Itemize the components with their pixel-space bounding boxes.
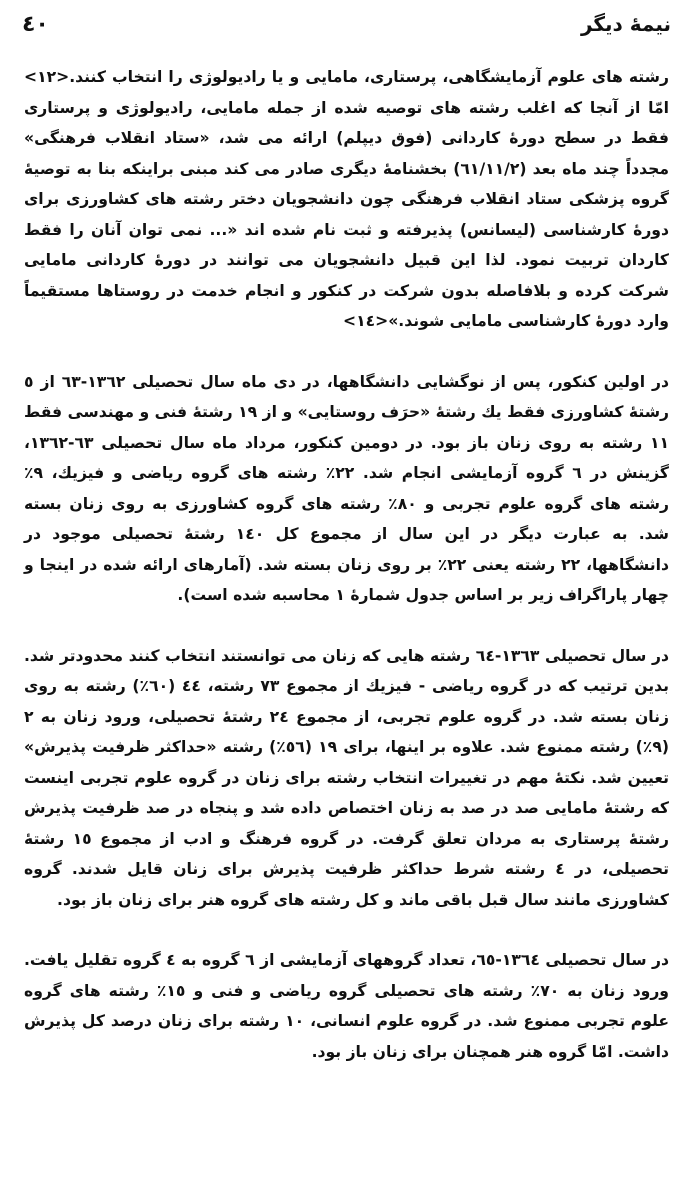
paragraph-2: در اولین کنکور، پس از نوگشایی دانشگاهها، در دی ماه سال تحصیلی ١٣٦٢-٦٣ از ٥ رشتهٔ کشاورزی فقط یك رشتهٔ «حرَف روستایی» و از ١٩ رشتهٔ فنی و مهندسی فقط ١١ رشته به روی زنان باز بود. در دومین کنکور، مرداد ماه سال تحصیلی ٦٣-١٣٦٢، گزینش در ٦ گروه آزمایشی انجام شد. ٢٢٪ رشته های گروه ریاضی و فیزیك، ٩٪ رشته های گروه علوم تجربی و ٨٠٪ رشته های گروه کشاورزی به روی زنان بسته شد. به عبارت دیگر در این سال از مجموع کل ١٤٠ رشتهٔ تحصیلی موجود در دانشگاهها، ٢٢ رشته یعنی ٢٢٪ بر روی زنان بسته شد. (آمارهای ارائه شده در اینجا و چهار پاراگراف زیر بر اساس جدول شمارهٔ ١ محاسبه شده است). [24,372,670,604]
paragraph-4: در سال تحصیلی ١٣٦٤-٦٥، تعداد گروههای آزمایشی از ٦ گروه به ٤ گروه تقلیل یافت. ورود زنان به ٧٠٪ رشته های تحصیلی گروه ریاضی و فنی و ١٥٪ رشته های گروه علوم تجربی ممنوع شد. در گروه علوم انسانی، ١٠ رشته برای زنان درصد کل پذیرش داشت. امّا گروه هنر همچنان برای زنان باز بود. [24,951,670,1061]
running-title: نیمهٔ دیگر [580,12,671,36]
paragraph-1: رشته های علوم آزمایشگاهی، پرستاری، مامایی و یا رادیولوژی را انتخاب کنند.<١٢> امّا از آنجا که اغلب رشته های توصیه شده از جمله مامایی، رادیولوژی و پرستاری فقط در سطح دورهٔ کاردانی (فوق دیپلم) ارائه می شد، «ستاد انقلاب فرهنگی» مجدداً چند ماه بعد (٦١/١١/٢) بخشنامهٔ دیگری صادر می کند مبنی براینکه بنا به توصیهٔ گروه پزشکی ستاد انقلاب فرهنگی چون دانشجویان دختر رشته های کشاورزی برای دورهٔ کارشناسی (لیسانس) پذیرفته و ثبت نام شده اند «... نمی توان آنان را فقط کاردان تربیت نمود. لذا این قبیل دانشجویان می توانند در دورهٔ کاردانی مامایی شرکت کرده و بلافاصله بدون شرکت در کنکور و انجام خدمت در روستاها مستقیماً وارد دورهٔ کارشناسی مامایی شوند.»<١٤> [24,68,669,330]
page-header [22,10,671,44]
paragraph-3: در سال تحصیلی ١٣٦٣-٦٤ رشته هایی که زنان می توانستند انتخاب کنند محدودتر شد. بدین ترتیب که در گروه ریاضی - فیزیك از مجموع ٧٣ رشته، ٤٤ (٦٠٪) رشته به روی زنان بسته شد. در گروه علوم تجربی، از مجموع ٢٤ رشتهٔ تحصیلی، ورود زنان به ٢ (٩٪) رشته ممنوع شد. علاوه بر اینها، برای ١٩ (٥٦٪) رشته «حداکثر ظرفیت پذیرش» تعیین شد. نکتهٔ مهم در تغییرات انتخاب رشته برای زنان در گروه علوم تجربی اینست که رشتهٔ مامایی صد در صد به زنان اختصاص داده شد و پنجاه در صد ظرفیت پذیرش رشتهٔ پرستاری به مردان تعلق گرفت. در گروه فرهنگ و ادب از مجموع ١٥ رشتهٔ تحصیلی، در ٤ رشته شرط حداکثر ظرفیت پذیرش برای زنان قایل شدند. گروه کشاورزی مانند سال قبل باقی ماند و کل رشته های گروه هنر برای زنان باز بود. [24,646,670,909]
page-number: ٤٠ [22,12,49,37]
body-text [24,62,669,1067]
